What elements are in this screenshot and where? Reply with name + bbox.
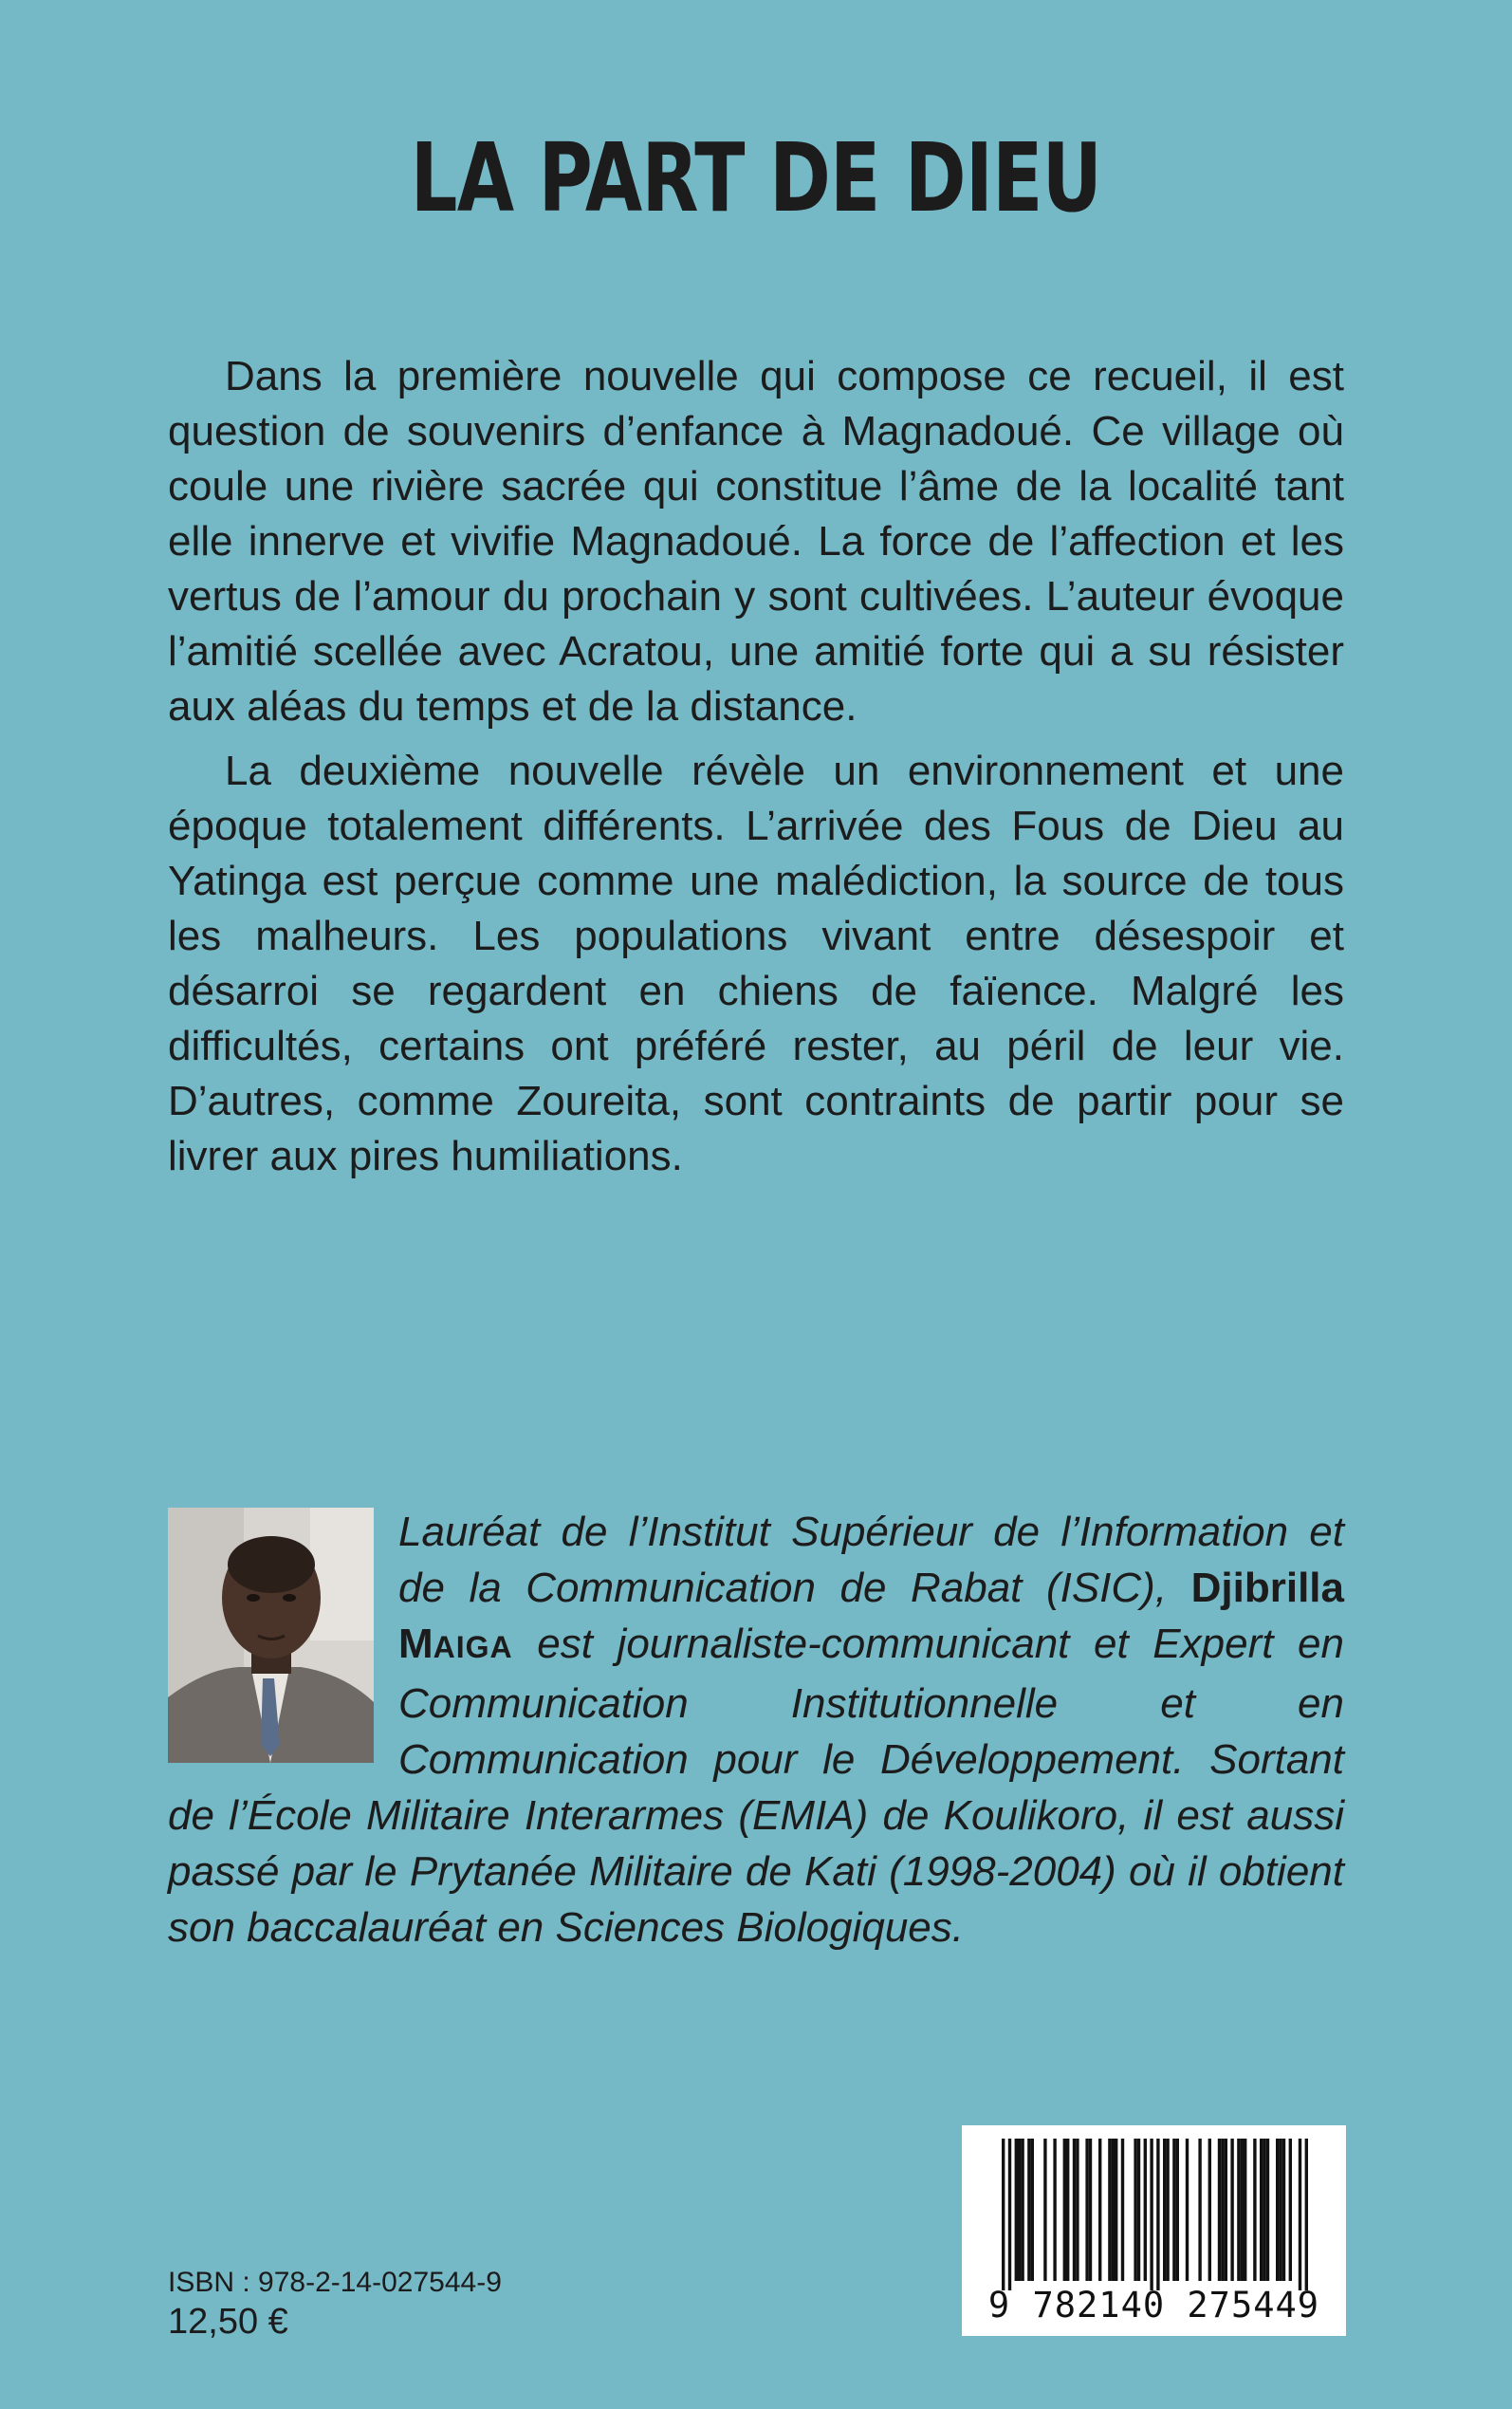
barcode-bar [1053, 2139, 1056, 2281]
barcode-bar [1166, 2139, 1169, 2281]
barcode-bar [1112, 2139, 1115, 2281]
synopsis [168, 349, 1344, 1194]
barcode-bar [1208, 2139, 1211, 2281]
author-photo [168, 1508, 374, 1763]
author-last-name-initial: M [398, 1621, 433, 1667]
barcode-bar [1289, 2139, 1292, 2281]
synopsis-paragraph-2: La deuxième nouvelle révèle un environnement et une époque totalement différents. L’arrivée des Fous de Dieu au Yatinga est perçue comme une malédiction, la source de tous les malheurs. Les populations vivant entre désespoir et désarroi se regardent en chiens de faïence. Malgré les difficultés, certains ont préféré rester, au péril de leur vie. D’autres, comme Zoureita, sont contraints de partir pour se livrer aux pires humiliations. [168, 748, 1344, 1179]
barcode-bar [1241, 2139, 1244, 2281]
synopsis-paragraph-1: Dans la première nouvelle qui compose ce recueil, il est question de souvenirs d’enfance à Magnadoué. Ce village où coule une rivière sacrée qui constitue l’âme de la localité tant elle innerve et vivifie Magnadoué. La force de l’affection et les vertus de l’amour du prochain y sont cultivées. L’auteur évoque l’amitié scellée avec Acratou, une amitié forte qui a su résister aux aléas du temps et de la distance. [168, 353, 1344, 730]
author-bio-details: est journaliste-communicant et Expert en Communication Institutionnelle et en Communication pour le Développement. Sortant de l’École Militaire Interarmes (EMIA) de Koulikoro, il est aussi passé par le Prytanée Militaire de Kati (1998-2004) où il obtient son baccalauréat en Sciences Biologiques. [168, 1621, 1344, 1951]
barcode-bar [1027, 2139, 1030, 2281]
barcode-bar [1073, 2139, 1076, 2281]
barcode-bar [1076, 2139, 1079, 2281]
barcode-bar [1115, 2139, 1117, 2281]
barcode-bar [1176, 2139, 1179, 2281]
book-title: LA PART DE DIEU [410, 122, 1102, 233]
barcode-bar [1150, 2139, 1152, 2290]
price-label: 12,50 € [168, 2302, 288, 2342]
barcode-bar [1230, 2139, 1233, 2281]
barcode-bar [1137, 2139, 1140, 2281]
barcode-bar [1305, 2139, 1308, 2290]
barcode-bar [1134, 2139, 1136, 2281]
barcode-bar [1031, 2139, 1034, 2281]
author-last-name-rest: AIGA [433, 1630, 513, 1664]
barcode-bar [1186, 2139, 1189, 2281]
barcode-bar [1282, 2139, 1285, 2281]
barcode-bar [1260, 2139, 1263, 2281]
barcode-bar [1043, 2139, 1046, 2281]
barcode-bar [1172, 2139, 1175, 2281]
barcode-bar [1225, 2139, 1227, 2281]
barcode-bar [1279, 2139, 1282, 2281]
barcode-bar [1263, 2139, 1265, 2281]
author-first-name: Djibrilla [1190, 1565, 1344, 1611]
barcode-bar [1198, 2139, 1201, 2281]
barcode-bar [1015, 2139, 1018, 2281]
barcode [962, 2125, 1346, 2336]
barcode-bar [1089, 2139, 1092, 2281]
barcode-bar [1299, 2139, 1301, 2290]
barcode-bar [1121, 2139, 1124, 2281]
barcode-bar [1002, 2139, 1005, 2290]
barcode-bar [1021, 2139, 1023, 2281]
barcode-bar [1066, 2139, 1069, 2281]
barcode-bar [1063, 2139, 1066, 2281]
barcode-bar [1098, 2139, 1101, 2281]
barcode-bar [1237, 2139, 1240, 2281]
barcode-bar [1163, 2139, 1166, 2281]
barcode-bar [1218, 2139, 1221, 2281]
author-bio-intro: Lauréat de l’Institut Supérieur de l’Information et de la Communication de Rabat (ISIC), [398, 1509, 1344, 1611]
barcode-digits: 9 782140 275449 [987, 2285, 1320, 2326]
barcode-bar [1008, 2139, 1011, 2290]
barcode-bar [1221, 2139, 1224, 2281]
barcode-bar [1276, 2139, 1279, 2281]
barcode-bar [1156, 2139, 1159, 2290]
author-bio [168, 1504, 1344, 1955]
barcode-bar [1253, 2139, 1256, 2281]
barcode-bar [1266, 2139, 1269, 2281]
barcode-bar [1108, 2139, 1111, 2281]
barcode-bar [1244, 2139, 1246, 2281]
isbn-label: ISBN : 978-2-14-027544-9 [168, 2267, 502, 2298]
barcode-bar [1144, 2139, 1147, 2281]
barcode-bar [1018, 2139, 1021, 2281]
barcode-bar [1085, 2139, 1088, 2281]
